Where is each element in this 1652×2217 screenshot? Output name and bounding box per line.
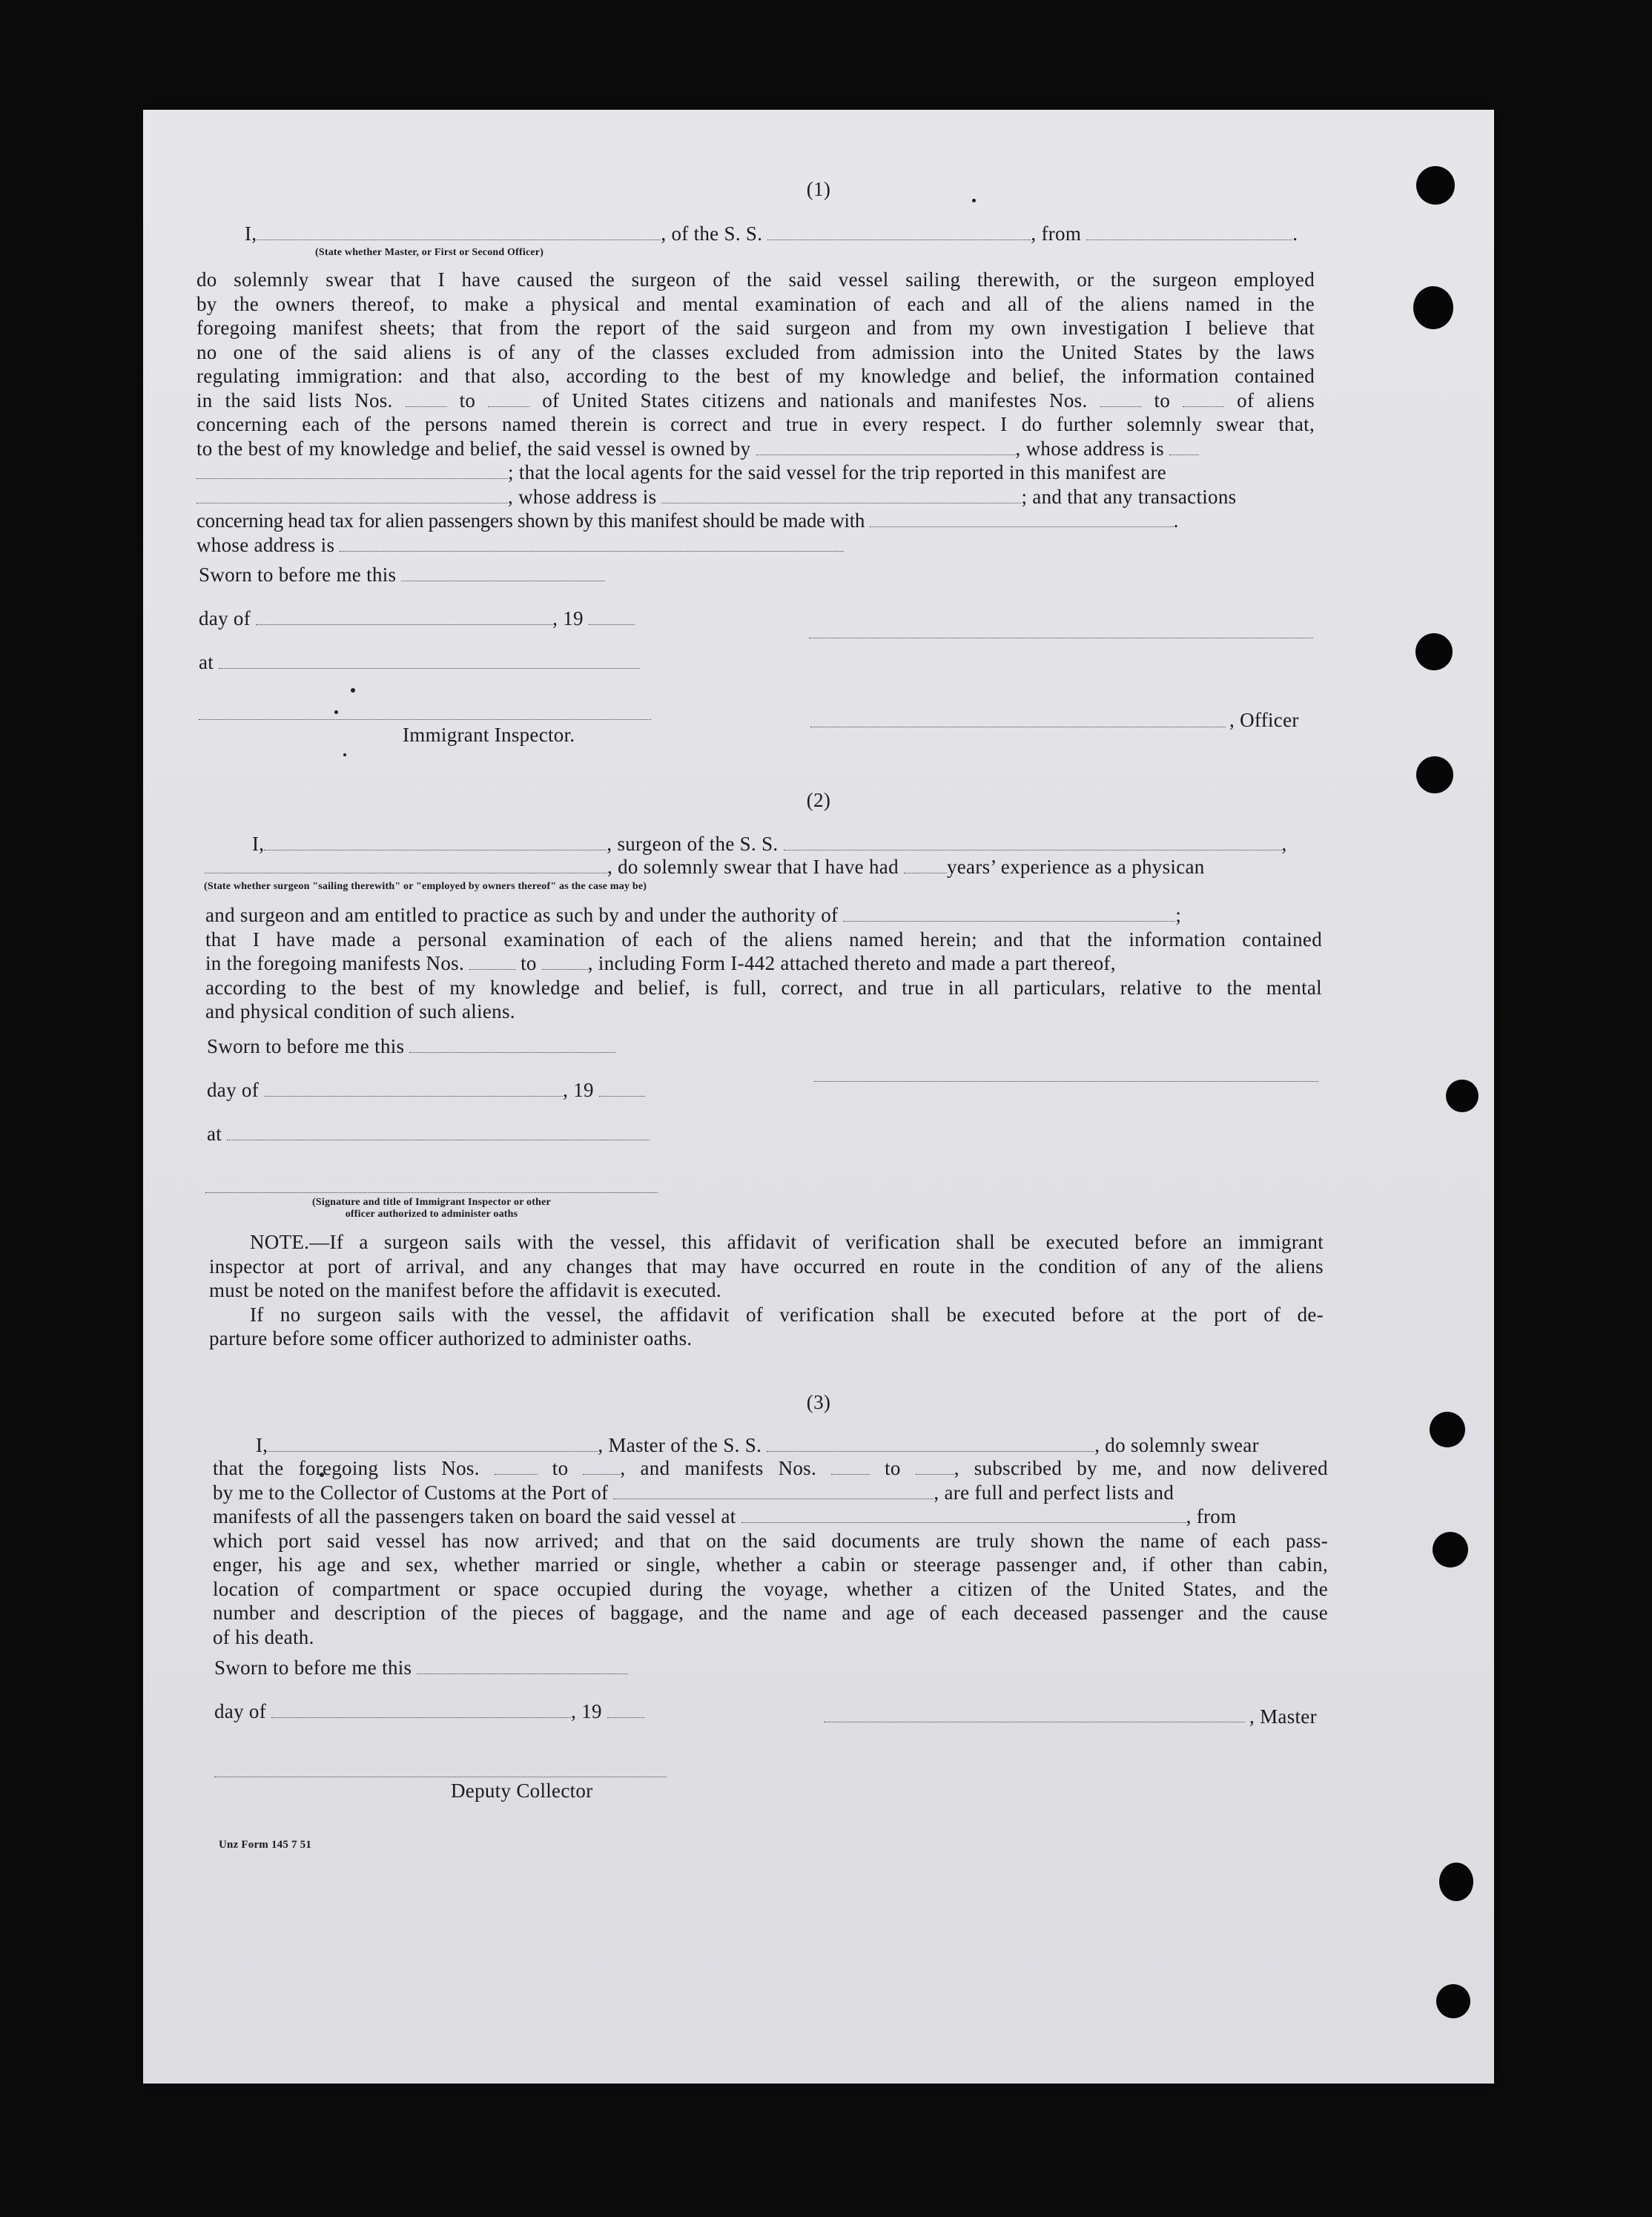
- punch-hole: [1430, 1412, 1465, 1447]
- owner-blank[interactable]: [756, 440, 1016, 455]
- list-no-to-blank[interactable]: [488, 391, 529, 407]
- surgeon-signature-line[interactable]: [814, 1081, 1318, 1082]
- manifest-no-from-blank[interactable]: [1100, 391, 1142, 407]
- year-blank[interactable]: [599, 1081, 645, 1097]
- master-name-blank[interactable]: [268, 1436, 598, 1452]
- punch-hole: [1439, 1863, 1473, 1901]
- authority-line: and surgeon and am entitled to practice as such by and under the authority of ;: [205, 904, 1182, 926]
- agents-blank[interactable]: [196, 488, 508, 503]
- surgeon-status-blank[interactable]: [205, 858, 607, 873]
- surgeon-line: I, , surgeon of the S. S. ,: [252, 833, 1287, 855]
- surgeon-name-blank[interactable]: [264, 835, 607, 850]
- vessel-name-blank[interactable]: [767, 225, 1031, 240]
- punch-hole: [1433, 1532, 1468, 1567]
- port-line: by me to the Collector of Customs at the Port of , are full and perfect lists and: [213, 1481, 1174, 1504]
- owner-address-blank[interactable]: [1169, 440, 1199, 455]
- master-label: , Master: [1249, 1705, 1317, 1728]
- manifest-no-from-blank[interactable]: [831, 1459, 870, 1475]
- headtax-address-line: whose address is: [196, 534, 1315, 557]
- owner-address-cont-blank[interactable]: [196, 463, 508, 479]
- section3-oath-text: that the foregoing lists Nos. to , and manifests Nos. to , subscribed by me, and now delivered by me to the Collector of Customs at the Port of , are full and perfect lists and manifests of all the passengers taken on board the said vessel at , from which port said vessel has now arrived; and that on the said documents are truly shown the name of each pass- enger, his age and sex, whether married or single, whether a cabin or steerage passenger and, if other than cabin, location of compartment or space occupied during the voyage, whether a citizen of the United States, and the number and description of the pieces of baggage, and the name and age of each deceased passenger and the cause of his death.: [213, 1457, 1328, 1648]
- signature-hint: (Signature and title of Immigrant Inspector or other: [312, 1197, 551, 1208]
- at-line: at: [207, 1123, 650, 1146]
- day-blank[interactable]: [264, 1081, 563, 1097]
- year-blank[interactable]: [589, 609, 635, 625]
- section1-oath-text: do solemnly swear that I have caused the surgeon of the said vessel sailing therewith, or the surgeon employed by the owners thereof, to make a physical and mental examination of each and all of the aliens named in the foregoing manifest sheets; that from the report of the said surgeon and from my own investigation I believe that no one of the said aliens is of any of the classes excluded from admission into the United States by the laws regulating immigration: and that also, according to the best of my knowledge and belief, the information contained in the said lists Nos. to of United States citizens and nationals and manifestes Nos. to of aliens concerning each of the persons named therein is correct and true in every respect. I do further solemnly swear that, to the best of my knowledge and belief, the said vessel is owned by , whose address is ; that the local agents for the said vessel for the trip reported in this manifest are , whose address is ; and that any transactions concerning head tax for alien passengers shown by this manifest should be made with . whose address is: [196, 268, 1315, 556]
- years-blank[interactable]: [904, 858, 947, 873]
- punch-hole: [1415, 633, 1453, 670]
- collector-label: Deputy Collector: [451, 1780, 593, 1802]
- inspector-signature-line[interactable]: [199, 719, 651, 720]
- boarding-port-blank[interactable]: [741, 1507, 1186, 1523]
- master-vessel-blank[interactable]: [767, 1436, 1094, 1452]
- place-blank[interactable]: [219, 653, 640, 669]
- day-of-line: day of , 19: [207, 1079, 645, 1102]
- authority-blank[interactable]: [843, 906, 1175, 922]
- surgeon-vessel-blank[interactable]: [784, 835, 1282, 850]
- sworn-line: Sworn to before me this: [207, 1035, 615, 1058]
- agent-address-blank[interactable]: [661, 488, 1021, 503]
- headtax-line: concerning head tax for alien passengers shown by this manifest should be made with .: [196, 509, 1179, 532]
- punch-hole: [1416, 756, 1453, 793]
- section-number: (1): [806, 178, 831, 200]
- boarded-line: manifests of all the passengers taken on board the said vessel at , from: [213, 1505, 1237, 1527]
- day-of-line: day of , 19: [214, 1700, 644, 1723]
- officer-label: , Officer: [1229, 709, 1299, 731]
- field-hint: (State whether Master, or First or Second Officer): [315, 247, 544, 258]
- place-blank[interactable]: [227, 1125, 650, 1140]
- section2-oath-text: and surgeon and am entitled to practice as such by and under the authority of ; that I have made a personal examination of each of the aliens named herein; and that the information contained in the foregoing manifests Nos. to , including Form I-442 attached thereto and made a part thereof, according to the best of my knowledge and belief, is full, correct, and true in all particulars, relative to the mental and physical condition of such aliens.: [205, 904, 1322, 1022]
- sworn-blank[interactable]: [409, 1037, 615, 1053]
- sworn-line: Sworn to before me this: [199, 564, 605, 587]
- lists-line: in the said lists Nos. to of United States citizens and nationals and manifestes Nos. to of aliens: [196, 389, 1315, 412]
- manifest-no-from-blank[interactable]: [469, 954, 515, 970]
- sworn-line: Sworn to before me this: [214, 1656, 628, 1679]
- at-line: at: [199, 651, 640, 674]
- punch-hole: [1446, 1080, 1478, 1112]
- inspector-label: Immigrant Inspector.: [403, 724, 575, 746]
- punch-hole: [1436, 1984, 1470, 2018]
- master-line: I, , Master of the S. S. , do solemnly swear: [256, 1434, 1259, 1456]
- from-port-blank[interactable]: [1086, 225, 1292, 240]
- inspector-signature-line[interactable]: [205, 1192, 658, 1193]
- port-blank[interactable]: [613, 1484, 934, 1499]
- agents-line: ; that the local agents for the said vessel for the trip reported in this manifest are: [196, 461, 1315, 484]
- headtax-contact-blank[interactable]: [870, 512, 1174, 527]
- lists-line: that the foregoing lists Nos. to , and manifests Nos. to , subscribed by me, and now delivered: [213, 1457, 1328, 1479]
- manifest-no-to-blank[interactable]: [916, 1459, 954, 1475]
- manifest-no-to-blank[interactable]: [542, 954, 588, 970]
- deponent-line: I, , of the S. S. , from .: [245, 222, 1298, 245]
- day-blank[interactable]: [271, 1702, 571, 1718]
- signature-hint: officer authorized to administer oaths: [345, 1209, 518, 1220]
- year-blank[interactable]: [607, 1702, 644, 1718]
- form-sheet: [143, 110, 1494, 2084]
- deponent-name-blank[interactable]: [257, 225, 661, 240]
- manifest-nos-line: in the foregoing manifests Nos. to , including Form I-442 attached thereto and made a part thereof,: [205, 952, 1116, 974]
- list-no-from-blank[interactable]: [495, 1459, 538, 1475]
- section-number: (3): [806, 1391, 831, 1413]
- day-of-line: day of , 19: [199, 607, 635, 630]
- owner-line: to the best of my knowledge and belief, the said vessel is owned by , whose address is: [196, 437, 1315, 460]
- section-number: (2): [806, 789, 831, 811]
- list-no-to-blank[interactable]: [583, 1459, 620, 1475]
- punch-hole: [1413, 286, 1453, 329]
- headtax-address-blank[interactable]: [340, 536, 844, 552]
- day-blank[interactable]: [256, 609, 552, 625]
- manifest-no-to-blank[interactable]: [1183, 391, 1224, 407]
- experience-line: , do solemnly swear that I have had years’ experience as a physican: [205, 856, 1205, 879]
- form-id: Unz Form 145 7 51: [219, 1839, 312, 1851]
- sworn-blank[interactable]: [401, 566, 605, 581]
- list-no-from-blank[interactable]: [406, 391, 447, 407]
- field-hint: (State whether surgeon "sailing therewith" or "employed by owners thereof" as the case may be): [204, 881, 647, 892]
- note-text: NOTE.—If a surgeon sails with the vessel, this affidavit of verification shall be executed before an immigrant inspector at port of arrival, and any changes that may have occurred en route in the condition of any of the aliens must be noted on the manifest before the affidavit is executed. If no surgeon sails with the vessel, the affidavit of verification shall be executed before at the port of de- parture before some officer authorized to administer oaths.: [209, 1231, 1324, 1349]
- agent-address-line: , whose address is ; and that any transactions: [196, 486, 1315, 509]
- sworn-blank[interactable]: [417, 1659, 628, 1674]
